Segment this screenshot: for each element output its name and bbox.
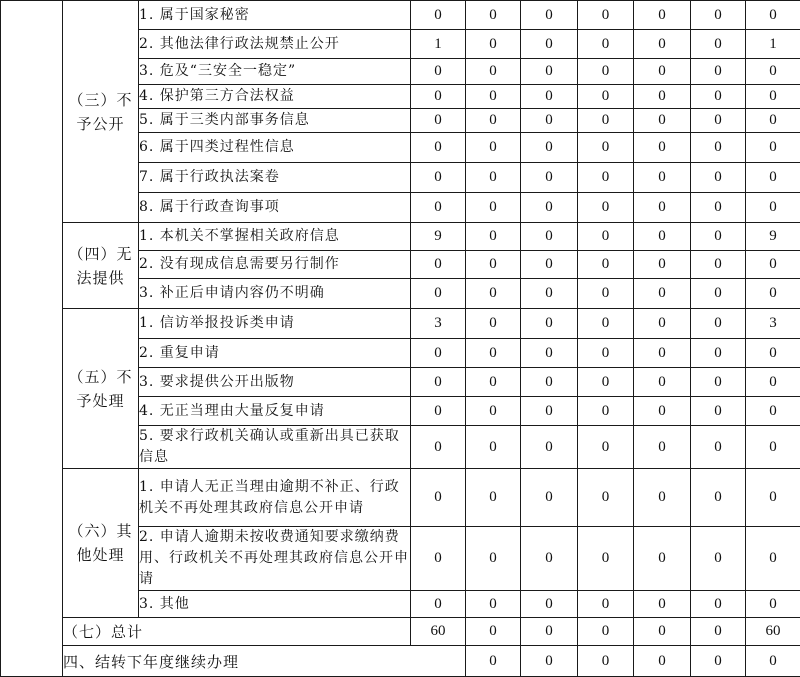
value-cell: 0 [411,193,466,223]
value-cell: 0 [411,85,466,109]
value-cell: 0 [691,133,746,163]
value-cell: 3 [746,309,800,339]
value-cell: 0 [746,426,800,469]
row-label: 3. 要求提供公开出版物 [139,368,411,397]
value-cell: 0 [466,59,521,85]
value-cell: 0 [634,59,691,85]
value-cell: 0 [746,85,800,109]
value-cell: 0 [634,527,691,591]
row-label: 5. 要求行政机关确认或重新出具已获取信息 [139,426,411,469]
table-row [1,223,800,251]
value-cell: 0 [521,251,578,279]
value-cell: 0 [466,251,521,279]
value-cell: 0 [521,646,578,677]
value-cell: 9 [411,223,466,251]
value-cell: 0 [578,469,634,527]
value-cell: 0 [411,1,466,30]
value-cell: 0 [691,368,746,397]
row-label: 7. 属于行政执法案卷 [139,163,411,193]
value-cell: 0 [466,309,521,339]
value-cell: 0 [466,30,521,59]
value-cell: 0 [466,591,521,618]
value-cell: 0 [466,193,521,223]
value-cell: 60 [411,618,466,646]
row-label: 2. 没有现成信息需要另行制作 [139,251,411,279]
value-cell: 0 [411,251,466,279]
total-label: （七）总计 [63,618,411,646]
value-cell: 0 [691,397,746,426]
value-cell: 0 [691,469,746,527]
group-label-not-processed: （五）不予处理 [63,309,139,469]
value-cell: 0 [634,368,691,397]
row-label: 6. 属于四类过程性信息 [139,133,411,163]
value-cell: 0 [578,591,634,618]
value-cell: 0 [466,133,521,163]
value-cell: 0 [466,368,521,397]
value-cell: 0 [691,618,746,646]
value-cell: 0 [578,309,634,339]
value-cell: 0 [578,30,634,59]
value-cell: 1 [411,30,466,59]
value-cell: 0 [521,469,578,527]
table-row-total [1,618,800,646]
value-cell: 0 [578,368,634,397]
value-cell: 0 [691,163,746,193]
value-cell: 0 [691,646,746,677]
value-cell: 0 [691,85,746,109]
value-cell: 0 [578,133,634,163]
value-cell: 0 [578,193,634,223]
value-cell: 0 [411,109,466,133]
value-cell: 0 [521,368,578,397]
value-cell: 0 [634,163,691,193]
row-label: 1. 本机关不掌握相关政府信息 [139,223,411,251]
value-cell: 0 [466,339,521,368]
value-cell: 0 [466,85,521,109]
value-cell: 0 [578,1,634,30]
value-cell: 0 [578,109,634,133]
value-cell: 0 [746,339,800,368]
group-label-not-disclosed: （三）不予公开 [63,1,139,223]
value-cell: 0 [691,193,746,223]
value-cell: 0 [411,426,466,469]
value-cell: 0 [691,1,746,30]
value-cell: 0 [634,469,691,527]
row-label: 4. 无正当理由大量反复申请 [139,397,411,426]
value-cell: 0 [634,30,691,59]
row-label: 3. 其他 [139,591,411,618]
value-cell: 0 [411,279,466,309]
value-cell: 0 [634,85,691,109]
value-cell: 0 [578,59,634,85]
value-cell: 0 [411,163,466,193]
row-label: 2. 重复申请 [139,339,411,368]
value-cell: 0 [411,591,466,618]
table-row [1,309,800,339]
value-cell: 0 [691,59,746,85]
row-label: 1. 属于国家秘密 [139,1,411,30]
value-cell: 0 [578,163,634,193]
value-cell: 0 [521,85,578,109]
value-cell: 0 [634,618,691,646]
value-cell: 0 [746,527,800,591]
value-cell: 0 [634,251,691,279]
value-cell: 0 [634,223,691,251]
value-cell: 0 [521,618,578,646]
value-cell: 0 [411,527,466,591]
carryover-label: 四、结转下年度继续办理 [63,646,466,677]
table-row [1,1,800,30]
value-cell: 0 [411,133,466,163]
value-cell: 0 [521,527,578,591]
row-label: 3. 补正后申请内容仍不明确 [139,279,411,309]
value-cell: 0 [411,397,466,426]
value-cell: 0 [521,109,578,133]
value-cell: 0 [691,309,746,339]
row-label: 1. 信访举报投诉类申请 [139,309,411,339]
value-cell: 0 [634,309,691,339]
value-cell: 0 [466,397,521,426]
value-cell: 0 [634,397,691,426]
value-cell: 0 [521,163,578,193]
value-cell: 0 [466,646,521,677]
value-cell: 0 [578,426,634,469]
value-cell: 0 [411,368,466,397]
value-cell: 0 [691,426,746,469]
value-cell: 0 [746,109,800,133]
value-cell: 0 [634,1,691,30]
value-cell: 0 [746,1,800,30]
value-cell: 0 [634,339,691,368]
value-cell: 0 [634,133,691,163]
value-cell: 0 [691,339,746,368]
value-cell: 0 [746,133,800,163]
value-cell: 0 [634,109,691,133]
value-cell: 0 [466,618,521,646]
value-cell: 0 [691,279,746,309]
value-cell: 0 [634,591,691,618]
row-label: 2. 其他法律行政法规禁止公开 [139,30,411,59]
value-cell: 0 [521,309,578,339]
value-cell: 0 [466,527,521,591]
value-cell: 0 [521,591,578,618]
value-cell: 0 [521,397,578,426]
outer-category-cell [1,1,63,677]
value-cell: 0 [691,591,746,618]
value-cell: 0 [578,339,634,368]
value-cell: 0 [578,223,634,251]
value-cell: 0 [578,527,634,591]
value-cell: 0 [466,223,521,251]
row-label: 2. 申请人逾期未按收费通知要求缴纳费用、行政机关不再处理其政府信息公开申请 [139,527,411,591]
value-cell: 0 [521,133,578,163]
value-cell: 0 [578,646,634,677]
value-cell: 0 [746,59,800,85]
value-cell: 0 [746,591,800,618]
row-label: 1. 申请人无正当理由逾期不补正、行政机关不再处理其政府信息公开申请 [139,469,411,527]
value-cell: 60 [746,618,800,646]
value-cell: 0 [746,251,800,279]
value-cell: 0 [691,251,746,279]
value-cell: 0 [466,279,521,309]
value-cell: 0 [578,251,634,279]
value-cell: 0 [578,85,634,109]
value-cell: 0 [521,1,578,30]
value-cell: 0 [746,193,800,223]
row-label: 3. 危及“三安全一稳定” [139,59,411,85]
row-label: 8. 属于行政查询事项 [139,193,411,223]
value-cell: 0 [521,30,578,59]
value-cell: 0 [521,339,578,368]
value-cell: 0 [521,426,578,469]
value-cell: 3 [411,309,466,339]
group-label-unable-to-provide: （四）无法提供 [63,223,139,309]
value-cell: 0 [634,193,691,223]
value-cell: 0 [466,109,521,133]
value-cell: 0 [691,109,746,133]
row-label: 5. 属于三类内部事务信息 [139,109,411,133]
value-cell: 0 [746,397,800,426]
value-cell: 0 [746,279,800,309]
value-cell: 0 [466,426,521,469]
value-cell: 0 [691,527,746,591]
value-cell: 0 [466,469,521,527]
value-cell: 0 [578,397,634,426]
value-cell: 0 [691,30,746,59]
table-row [1,469,800,527]
row-label: 4. 保护第三方合法权益 [139,85,411,109]
value-cell: 0 [634,426,691,469]
value-cell: 0 [521,279,578,309]
value-cell: 0 [746,368,800,397]
value-cell: 0 [578,618,634,646]
value-cell: 0 [746,646,800,677]
value-cell: 9 [746,223,800,251]
value-cell: 0 [746,469,800,527]
value-cell: 0 [521,193,578,223]
value-cell: 0 [578,279,634,309]
value-cell: 1 [746,30,800,59]
value-cell: 0 [746,163,800,193]
value-cell: 0 [411,59,466,85]
value-cell: 0 [634,279,691,309]
value-cell: 0 [466,163,521,193]
value-cell: 0 [521,59,578,85]
value-cell: 0 [634,646,691,677]
value-cell: 0 [411,339,466,368]
group-label-other-processing: （六）其他处理 [63,469,139,618]
value-cell: 0 [466,1,521,30]
value-cell: 0 [521,223,578,251]
value-cell: 0 [691,223,746,251]
value-cell: 0 [411,469,466,527]
